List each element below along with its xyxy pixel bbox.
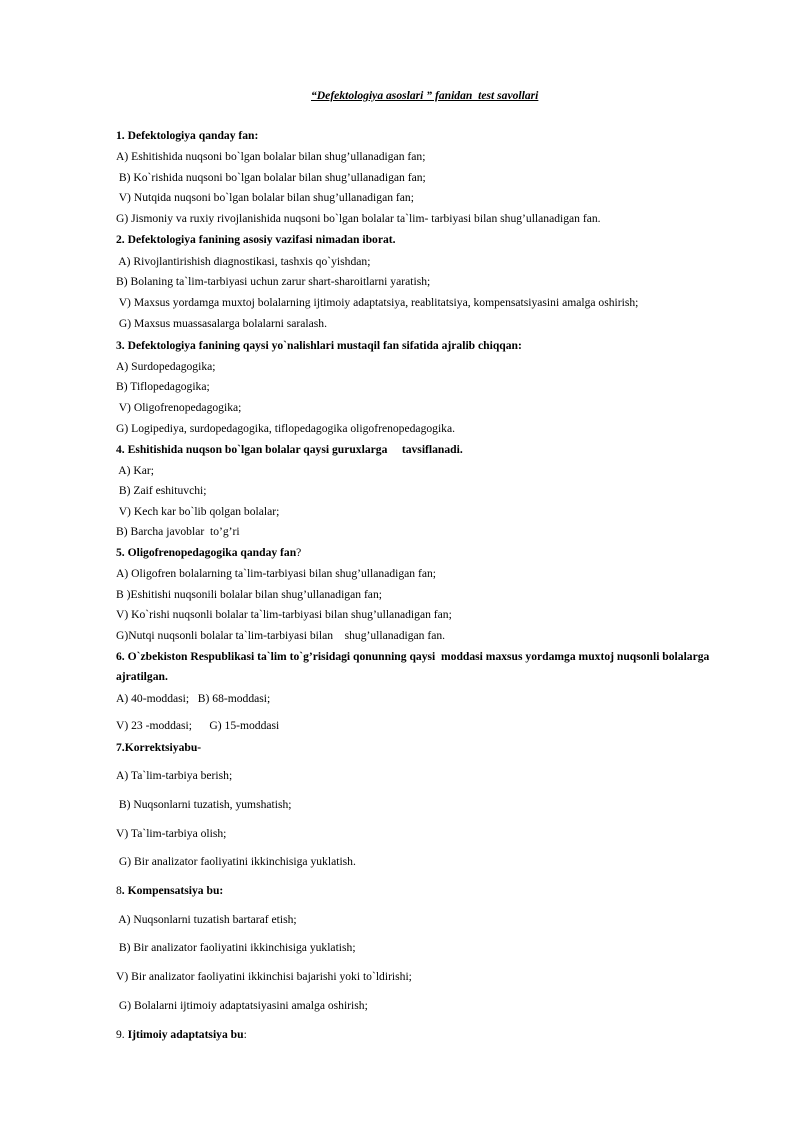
line-text: 9. [116, 1028, 128, 1041]
text-line [116, 506, 279, 518]
text-line [116, 720, 279, 732]
line-text: V) Ta`lim-tarbiya olish; [116, 827, 227, 840]
line-text: G) Logipediya, surdopedagogika, tiflopedagogika oligofrenopedagogika. [116, 422, 456, 435]
text-line [116, 318, 327, 330]
line-suffix: . Kompensatsiya bu: [121, 884, 224, 897]
text-line [116, 402, 241, 414]
text-line [116, 770, 232, 782]
line-text: B) Nuqsonlarni tuzatish, yumshatish; [116, 798, 292, 811]
line-text: G) Maxsus muassasalarga bolalarni saralash. [116, 317, 327, 330]
text-line [116, 465, 154, 477]
line-text: V) 23 -moddasi; G) 15-moddasi [116, 719, 280, 732]
text-line [116, 381, 210, 393]
line-text: 5. Oligofrenopedagogika qanday fan [116, 546, 297, 559]
line-text: B) Tiflopedagogika; [116, 380, 210, 393]
text-line [116, 276, 430, 288]
line-text: B) Ko`rishida nuqsoni bo`lgan bolalar bilan shug’ullanadigan fan; [116, 171, 426, 184]
line-text: V) Kech kar bo`lib qolgan bolalar; [116, 505, 280, 518]
text-line [116, 651, 709, 663]
text-line [116, 234, 396, 246]
text-line [116, 914, 297, 926]
line-text: A) Nuqsonlarni tuzatish bartaraf etish; [116, 913, 297, 926]
line-text: A) 40-moddasi; B) 68-moddasi; [116, 692, 271, 705]
line-suffix: ? [296, 546, 302, 559]
text-line [116, 742, 201, 754]
text-line [116, 172, 426, 184]
text-line [116, 361, 216, 373]
line-suffix: Ijtimoiy adaptatsiya bu [127, 1028, 244, 1041]
text-line [116, 485, 206, 497]
text-line [116, 444, 463, 456]
text-line [116, 213, 601, 225]
line-text: G) Bir analizator faoliyatini ikkinchisiga yuklatish. [116, 855, 356, 868]
line-text: 7.Korrektsiyabu- [116, 741, 202, 754]
text-line [116, 671, 168, 683]
text-line [116, 971, 412, 983]
text-line [116, 151, 425, 163]
text-line [116, 1029, 247, 1041]
text-line [116, 547, 301, 559]
text-line [116, 885, 223, 897]
text-line [116, 340, 522, 352]
line-text: B) Barcha javoblar to’g’ri [116, 525, 240, 538]
line-text: 1. Defektologiya qanday fan: [116, 129, 259, 142]
line-text: A) Rivojlantirishish diagnostikasi, tashxis qo`yishdan; [116, 255, 371, 268]
line-text: G) Jismoniy va ruxiy rivojlanishida nuqsoni bo`lgan bolalar ta`lim- tarbiyasi bilan shug’ullanadigan fan. [116, 212, 601, 225]
line-text: 3. Defektologiya fanining qaysi yo`nalishlari mustaqil fan sifatida ajralib chiqqan: [116, 339, 522, 352]
line-text: A) Kar; [116, 464, 154, 477]
line-text: 4. Eshitishida nuqson bo`lgan bolalar qaysi guruxlarga tavsiflanadi. [116, 443, 463, 456]
line-text: A) Ta`lim-tarbiya berish; [116, 769, 233, 782]
line-text: A) Eshitishida nuqsoni bo`lgan bolalar bilan shug’ullanadigan fan; [116, 150, 426, 163]
line-text: V) Maxsus yordamga muxtoj bolalarning ijtimoiy adaptatsiya, reablitatsiya, kompensatsiyasini amalga oshirish; [116, 296, 639, 309]
text-line [116, 630, 445, 642]
line-text: A) Surdopedagogika; [116, 360, 216, 373]
line-text: V) Nutqida nuqsoni bo`lgan bolalar bilan shug’ullanadigan fan; [116, 191, 414, 204]
text-line [116, 1000, 368, 1012]
line-tail: : [243, 1028, 247, 1041]
text-line [116, 192, 414, 204]
text-line [116, 693, 270, 705]
text-line [116, 568, 436, 580]
line-text: 2. Defektologiya fanining asosiy vazifasi nimadan iborat. [116, 233, 396, 246]
text-line [116, 130, 258, 142]
line-text: G) Bolalarni ijtimoiy adaptatsiyasini amalga oshirish; [116, 999, 368, 1012]
line-text: B) Bolaning ta`lim-tarbiyasi uchun zarur shart-sharoitlarni yaratish; [116, 275, 431, 288]
text-line [116, 856, 356, 868]
line-text: G)Nutqi nuqsonli bolalar ta`lim-tarbiyasi bilan shug’ullanadigan fan. [116, 629, 446, 642]
text-line [116, 799, 292, 811]
line-text: B )Eshitishi nuqsonili bolalar bilan shug’ullanadigan fan; [116, 588, 382, 601]
text-line [116, 589, 382, 601]
text-line [116, 526, 240, 538]
line-text: 6. O`zbekiston Respublikasi ta`lim to`g’risidagi qonunning qaysi moddasi maxsus yordamga muxtoj nuqsonli bolalarga [116, 650, 710, 663]
text-line [116, 942, 356, 954]
line-text: B) Bir analizator faoliyatini ikkinchisiga yuklatish; [116, 941, 356, 954]
line-text: ajratilgan. [116, 670, 168, 683]
line-text: V) Oligofrenopedagogika; [116, 401, 242, 414]
document-title: “Defektologiya asoslari ” fanidan test savollari [311, 89, 539, 102]
line-text: B) Zaif eshituvchi; [116, 484, 207, 497]
text-line [116, 828, 226, 840]
text-line [116, 297, 638, 309]
line-text: A) Oligofren bolalarning ta`lim-tarbiyasi bilan shug’ullanadigan fan; [116, 567, 437, 580]
text-line [116, 609, 452, 621]
text-line [116, 256, 370, 268]
line-text: V) Ko`rishi nuqsonli bolalar ta`lim-tarbiyasi bilan shug’ullanadigan fan; [116, 608, 452, 621]
line-text: 8 [116, 884, 122, 897]
line-text: V) Bir analizator faoliyatini ikkinchisi bajarishi yoki to`ldirishi; [116, 970, 412, 983]
text-line [116, 423, 455, 435]
